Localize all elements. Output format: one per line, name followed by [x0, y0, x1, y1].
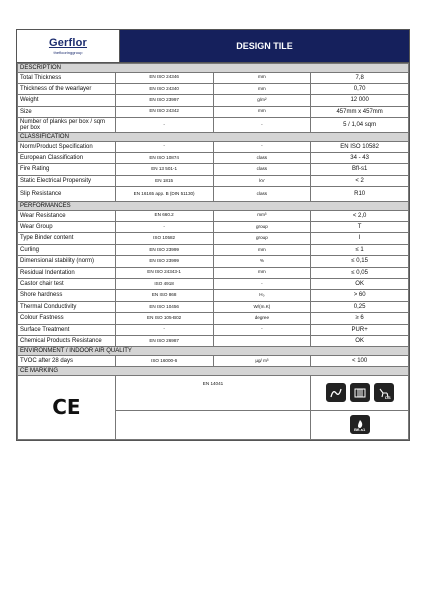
spec-unit: - [213, 324, 311, 335]
spec-label: Weight [18, 95, 116, 106]
spec-value: R10 [311, 187, 409, 202]
spec-norm: EN ISO 24343-1 [115, 267, 213, 278]
section-header-classification [18, 133, 409, 142]
ce-icons-top [311, 375, 409, 410]
spec-unit: class [213, 164, 311, 175]
spec-unit: class [213, 152, 311, 163]
spec-row [18, 290, 409, 301]
spec-unit: mm [213, 267, 311, 278]
ce-empty-cell [115, 410, 311, 439]
spec-row [18, 222, 409, 233]
spec-unit: H₀ [213, 290, 311, 301]
spec-value: < 2,0 [311, 210, 409, 221]
spec-row [18, 355, 409, 366]
spec-label: Dimensional stability (norm) [18, 256, 116, 267]
spec-label: Residual Indentation [18, 267, 116, 278]
spec-norm: EN 660.2 [115, 210, 213, 221]
spec-norm: - [115, 222, 213, 233]
spec-value: > 60 [311, 290, 409, 301]
section-label: DESCRIPTION [18, 64, 409, 73]
brand-name: Gerflor [48, 37, 88, 49]
spec-unit: - [213, 141, 311, 152]
section-header-description [18, 64, 409, 73]
spec-norm: EN ISO 23999 [115, 244, 213, 255]
spec-value: OK [311, 278, 409, 289]
spec-norm: EN ISO 24346 [115, 72, 213, 83]
spec-norm: - [115, 118, 213, 133]
spec-norm: - [115, 324, 213, 335]
spec-value: ≤ 1 [311, 244, 409, 255]
castor-chair-icon [374, 383, 394, 402]
spec-unit: mm [213, 106, 311, 117]
spec-label: Castor chair test [18, 278, 116, 289]
spec-value: EN ISO 10582 [311, 141, 409, 152]
spec-row [18, 267, 409, 278]
spec-unit: mm [213, 244, 311, 255]
spec-unit: group [213, 233, 311, 244]
spec-label: TVOC after 28 days [18, 355, 116, 366]
spec-row [18, 164, 409, 175]
spec-norm: EN ISO 868 [115, 290, 213, 301]
spec-value: 7,8 [311, 72, 409, 83]
spec-row [18, 256, 409, 267]
spec-value: 0,70 [311, 83, 409, 94]
spec-unit: class [213, 187, 311, 202]
spec-norm: EN 13 501-1 [115, 164, 213, 175]
spec-label: Thickness of the wearlayer [18, 83, 116, 94]
spec-norm: ISO 10582 [115, 233, 213, 244]
spec-unit: group [213, 222, 311, 233]
spec-norm: EN ISO 105-B02 [115, 313, 213, 324]
spec-row [18, 141, 409, 152]
spec-value: PUR+ [311, 324, 409, 335]
spec-row [18, 233, 409, 244]
spec-norm: - [115, 141, 213, 152]
datasheet-header [17, 30, 409, 63]
spec-value: 457mm x 457mm [311, 106, 409, 117]
spec-norm: ISO 16000-6 [115, 355, 213, 366]
spec-value: < 100 [311, 355, 409, 366]
spec-row [18, 83, 409, 94]
spec-value: ≤ 0,05 [311, 267, 409, 278]
spec-value: Bfl-s1 [311, 164, 409, 175]
section-header-ce [18, 367, 409, 376]
spec-row [18, 301, 409, 312]
spec-unit: - [213, 118, 311, 133]
ce-icons-bottom [311, 410, 409, 439]
spec-row [18, 106, 409, 117]
spec-value: 12 000 [311, 95, 409, 106]
ce-mark: CE [18, 375, 116, 439]
spec-label: Shore hardness [18, 290, 116, 301]
spec-label: Colour Fastness [18, 313, 116, 324]
spec-label: Size [18, 106, 116, 117]
spec-norm: EN 1815 [115, 175, 213, 186]
section-header-environment [18, 347, 409, 356]
spec-norm: EN ISO 26987 [115, 335, 213, 346]
spec-unit: kV [213, 175, 311, 186]
product-title: DESIGN TILE [120, 30, 409, 62]
spec-row [18, 187, 409, 202]
underfloor-heating-icon [326, 383, 346, 402]
spec-row [18, 72, 409, 83]
ce-row [18, 375, 409, 410]
fire-icon [350, 415, 370, 434]
spec-label: Type Binder content [18, 233, 116, 244]
radiator-icon [350, 383, 370, 402]
spec-value: T [311, 222, 409, 233]
spec-row [18, 210, 409, 221]
spec-row [18, 313, 409, 324]
section-header-performances [18, 202, 409, 211]
spec-label: Wear Resistance [18, 210, 116, 221]
spec-label: Fire Rating [18, 164, 116, 175]
spec-label: Total Thickness [18, 72, 116, 83]
spec-value: I [311, 233, 409, 244]
spec-label: European Classification [18, 152, 116, 163]
spec-row [18, 175, 409, 186]
spec-label: Thermal Conductivity [18, 301, 116, 312]
spec-value: 5 / 1,04 sqm [311, 118, 409, 133]
section-label: ENVIRONMENT / INDOOR AIR QUALITY [18, 347, 409, 356]
spec-label: Static Electrical Propensity [18, 175, 116, 186]
section-label: CE MARKING [18, 367, 409, 376]
spec-unit: - [213, 278, 311, 289]
brand-tagline: theflooringgroup [53, 50, 83, 55]
spec-row [18, 335, 409, 346]
spec-label: Slip Resistance [18, 187, 116, 202]
fire-label: Bfl-s1 [354, 427, 366, 433]
spec-label: Chemical Products Resistance [18, 335, 116, 346]
spec-row [18, 244, 409, 255]
ce-norm: EN 14041 [115, 375, 311, 410]
spec-norm: EN ISO 23997 [115, 95, 213, 106]
spec-row [18, 152, 409, 163]
spec-norm: EN ISO 10874 [115, 152, 213, 163]
spec-row [18, 95, 409, 106]
spec-label: Curling [18, 244, 116, 255]
spec-unit: degree [213, 313, 311, 324]
spec-value: ≥ 6 [311, 313, 409, 324]
spec-norm: ISO 4918 [115, 278, 213, 289]
spec-table [17, 63, 409, 440]
spec-norm: EN ISO 24342 [115, 106, 213, 117]
spec-norm: EN ISO 23999 [115, 256, 213, 267]
section-label: CLASSIFICATION [18, 133, 409, 142]
spec-label: Norm/Product Specification [18, 141, 116, 152]
spec-value: 0,25 [311, 301, 409, 312]
spec-value: 34 - 43 [311, 152, 409, 163]
spec-unit: mm [213, 83, 311, 94]
castor-label: DS [385, 395, 391, 401]
spec-unit: % [213, 256, 311, 267]
spec-row [18, 118, 409, 133]
brand-logo [17, 30, 120, 62]
spec-norm: EN 16165 app. B (DIN 51130) [115, 187, 213, 202]
spec-unit: g/m² [213, 95, 311, 106]
spec-label: Wear Group [18, 222, 116, 233]
spec-value: ≤ 0,15 [311, 256, 409, 267]
spec-norm: EN ISO 24340 [115, 83, 213, 94]
spec-unit: mm³ [213, 210, 311, 221]
spec-value: < 2 [311, 175, 409, 186]
section-label: PERFORMANCES [18, 202, 409, 211]
spec-norm: EN ISO 10456 [115, 301, 213, 312]
spec-unit: µg/ m³ [213, 355, 311, 366]
spec-unit [213, 335, 311, 346]
spec-value: OK [311, 335, 409, 346]
datasheet [16, 29, 410, 441]
spec-label: Surface Treatment [18, 324, 116, 335]
spec-row [18, 278, 409, 289]
spec-row [18, 324, 409, 335]
spec-label: Number of planks per box / sqm per box [18, 118, 116, 133]
spec-unit: W/(m.K) [213, 301, 311, 312]
spec-unit: mm [213, 72, 311, 83]
